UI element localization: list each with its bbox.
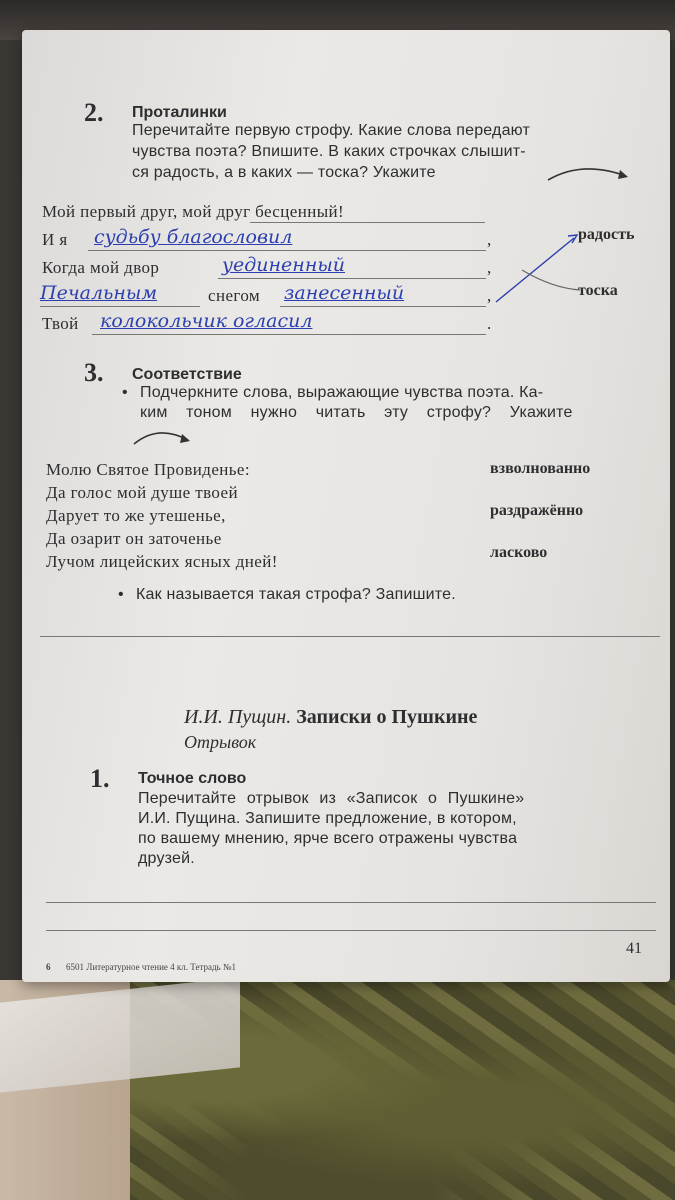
section-title: Записки о Пушкине <box>296 706 478 728</box>
handwritten-answer: занесенный <box>284 282 405 304</box>
handwritten-answer: судьбу благословил <box>94 226 293 248</box>
poem2-line2: Да голос мой душе твоей <box>46 483 238 502</box>
task1-number: 1. <box>90 764 110 793</box>
arc-arrow-icon <box>542 162 642 184</box>
answer-line <box>280 306 486 307</box>
bullet-icon: • <box>122 384 128 401</box>
poem1-line3-start: Когда мой двор <box>42 258 160 277</box>
answer-line <box>46 930 656 931</box>
handwritten-answer: уединенный <box>222 254 346 276</box>
answer-line <box>218 278 486 279</box>
poem2-line3: Дарует то же утешенье, <box>46 506 226 525</box>
task3-number: 3. <box>84 358 104 387</box>
tone-option: взволнованно <box>490 460 591 477</box>
answer-line <box>40 636 660 637</box>
tone-option: ласково <box>490 544 548 561</box>
poem1-line5-end: . <box>487 314 492 333</box>
poem1-line4-end: , <box>487 286 492 305</box>
poem1-line4-mid: снегом <box>208 286 261 305</box>
print-number: 6 <box>46 962 51 972</box>
answer-line <box>46 902 656 903</box>
tone-option: раздражённо <box>490 502 584 519</box>
poem1-line1: Мой первый друг, мой друг бесценный! <box>42 202 345 221</box>
poem2-line1: Молю Святое Провиденье: <box>46 460 250 479</box>
task2-instruction-line2: чувства поэта? Впишите. В каких строчках слышит- <box>132 143 526 160</box>
task3-question: Как называется такая строфа? Запишите. <box>136 586 456 603</box>
task1-instruction-line4: друзей. <box>138 850 195 867</box>
task1-instruction-line3: по вашему мнению, ярче всего отражены чувства <box>138 830 518 847</box>
task1-instruction-line2: И.И. Пущина. Запишите предложение, в котором, <box>138 810 517 827</box>
poem1-line5-start: Твой <box>42 314 79 333</box>
poem2-line5: Лучом лицейских ясных дней! <box>46 552 278 571</box>
section-author: И.И. Пущин. <box>184 706 292 728</box>
print-info: 6501 Литературное чтение 4 кл. Тетрадь №1 <box>66 962 236 972</box>
handwritten-connector-lines <box>482 230 592 310</box>
label-sadness: тоска <box>578 282 618 299</box>
poem2-line4: Да озарит он заточенье <box>46 529 222 548</box>
answer-line <box>88 250 486 251</box>
poem1-line2-end: , <box>487 230 492 249</box>
poem1-line2-start: И я <box>42 230 68 249</box>
answer-line <box>250 222 485 223</box>
task1-heading: Точное слово <box>138 770 247 787</box>
poem1-line3-end: , <box>487 258 492 277</box>
arc-arrow-icon <box>130 426 194 448</box>
task3-instruction-line1: Подчеркните слова, выражающие чувства поэта. Ка- <box>140 384 544 401</box>
answer-line <box>40 306 200 307</box>
task2-number: 2. <box>84 98 104 127</box>
answer-line <box>92 334 486 335</box>
task3-heading: Соответствие <box>132 366 242 383</box>
task2-heading: Проталинки <box>132 104 227 121</box>
workbook-page <box>22 30 670 982</box>
label-joy: радость <box>578 226 635 243</box>
page-number: 41 <box>626 940 642 957</box>
task3-instruction-line2: ким тоном нужно читать эту строфу? Укажите <box>140 404 573 421</box>
bullet-icon: • <box>118 586 124 603</box>
section-subtitle: Отрывок <box>184 732 257 752</box>
task2-instruction-line3: ся радость, а в каких — тоска? Укажите <box>132 164 436 181</box>
handwritten-answer: Печальным <box>40 282 158 304</box>
task1-instruction-line1: Перечитайте отрывок из «Записок о Пушкине» <box>138 790 525 807</box>
task2-instruction-line1: Перечитайте первую строфу. Какие слова передают <box>132 122 531 139</box>
handwritten-answer: колокольчик огласил <box>100 310 313 332</box>
